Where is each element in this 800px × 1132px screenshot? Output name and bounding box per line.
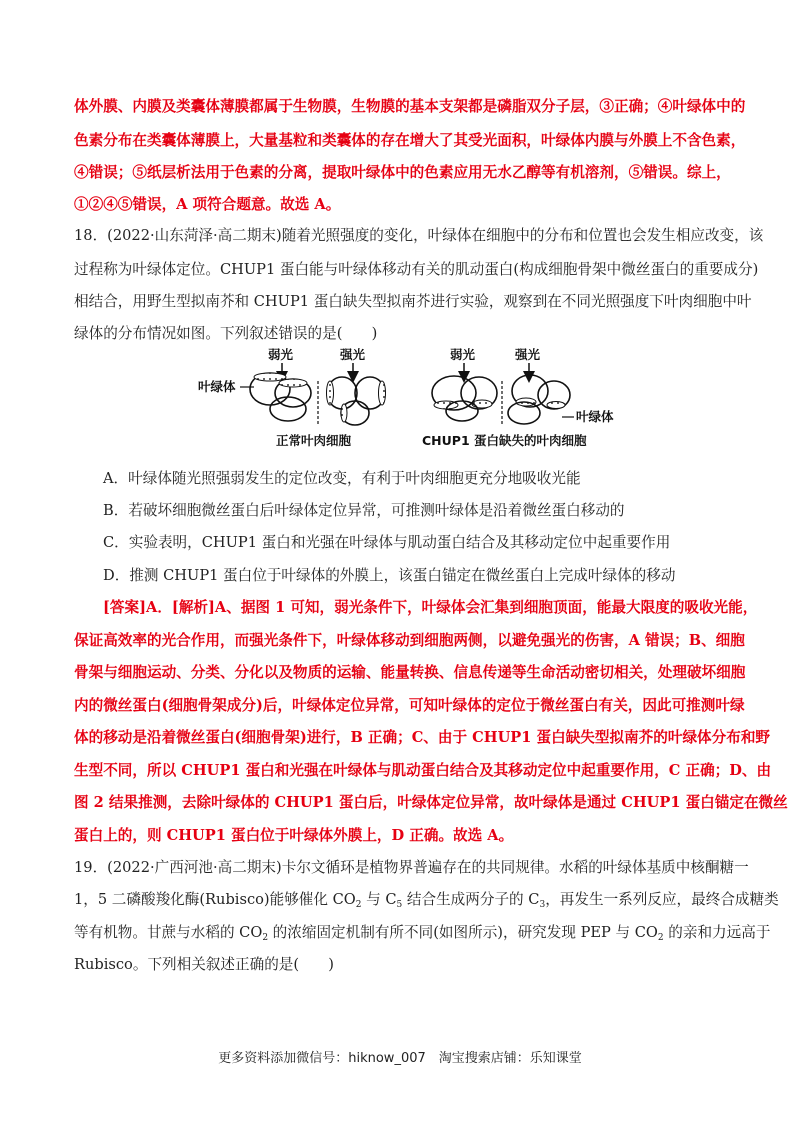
q18-option-a: A．叶绿体随光照强弱发生的定位改变，有利于叶肉细胞更充分地吸收光能 [103,470,581,487]
q18-stem-line-2: 过程称为叶绿体定位。CHUP1 蛋白能与叶绿体移动有关的肌动蛋白(构成细胞骨架中微丝蛋白的重要成分) [74,261,759,278]
prev-answer-line-1: 体外膜、内膜及类囊体薄膜都属于生物膜，生物膜的基本支架都是磷脂双分子层，③正确；④叶绿体中的 [74,98,746,115]
q19-stem-line-3: 等有机物。甘蔗与水稻的 $CO_2$ 的浓缩固定机制有所不同(如图所示)，研究发现 PEP 与 $CO_2$ 的亲和力远高于 [74,924,771,943]
left-weak-light-label: 弱光 [268,347,294,362]
q18-answer-line-8: 蛋白上的，则 CHUP1 蛋白位于叶绿体外膜上，D 正确。故选 A。 [74,827,514,844]
q18-stem-line-3: 相结合，用野生型拟南芥和 CHUP1 蛋白缺失型拟南芥进行实验，观察到在不同光照强度下叶肉细胞中叶 [74,293,752,310]
right-chloroplast-label: 叶绿体 [576,409,614,424]
q18-stem-line-4: 绿体的分布情况如图。下列叙述错误的是( ) [74,325,378,342]
q18-option-d: D．推测 CHUP1 蛋白位于叶绿体的外膜上，该蛋白锚定在微丝蛋白上完成叶绿体的移动 [103,567,676,584]
q18-option-c: C．实验表明，CHUP1 蛋白和光强在叶绿体与肌动蛋白结合及其移动定位中起重要作用 [103,534,671,551]
q18-answer-line-5: 体的移动是沿着微丝蛋白(细胞骨架)进行，B 正确；C、由于 CHUP1 蛋白缺失型拟南芥的叶绿体分布和野 [74,729,771,746]
q18-answer-line-4: 内的微丝蛋白(细胞骨架成分)后，叶绿体定位异常，可知叶绿体的定位于微丝蛋白有关，因此可推测叶绿 [74,697,745,714]
prev-answer-line-4: ①②④⑤错误，A 项符合题意。故选 A。 [74,196,341,213]
left-strong-light-label: 强光 [340,347,366,362]
q18-option-b: B．若破坏细胞微丝蛋白后叶绿体定位异常，可推测叶绿体是沿着微丝蛋白移动的 [103,502,625,519]
right-weak-light-label: 弱光 [450,347,476,362]
q18-answer-line-6: 生型不同，所以 CHUP1 蛋白和光强在叶绿体与肌动蛋白结合及其移动定位中起重要作用，C 正确；D、由 [74,762,772,779]
q19-stem-line-2: 1，5 二磷酸羧化酶(Rubisco)能够催化 $CO_2$ 与 $C_5$ 结合生成两分子的 $C_3$，再发生一系列反应，最终合成糖类 [74,891,779,910]
q18-answer-line-3: 骨架与细胞运动、分类、分化以及物质的运输、能量转换、信息传递等生命活动密切相关，处理破坏细胞 [74,664,746,681]
prev-answer-line-3: ④错误；⑤纸层析法用于色素的分离，提取叶绿体中的色素应用无水乙醇等有机溶剂，⑤错误。综上， [74,164,731,181]
left-chloroplast-label: 叶绿体 [198,379,236,394]
right-strong-light-label: 强光 [515,347,541,362]
prev-answer-line-2: 色素分布在类囊体薄膜上，大量基粒和类囊体的存在增大了其受光面积，叶绿体内膜与外膜上不含色素， [74,132,746,149]
q19-stem-line-4: Rubisco。下列相关叙述正确的是( ) [74,956,334,973]
q18-answer-line-7: 图 2 结果推测，去除叶绿体的 CHUP1 蛋白后，叶绿体定位异常，故叶绿体是通过 CHUP1 蛋白锚定在微丝 [74,794,788,811]
left-caption: 正常叶肉细胞 [276,433,352,448]
right-caption: CHUP1 蛋白缺失的叶肉细胞 [422,433,587,448]
chup1-deficient-panel [422,347,614,448]
page-footer: 更多资料添加微信号：hiknow_007 淘宝搜索店铺：乐知课堂 [218,1051,582,1066]
q18-stem-line-1: 18．(2022·山东菏泽·高二期末)随着光照强度的变化，叶绿体在细胞中的分布和位置也会发生相应改变，该 [74,227,764,244]
q19-stem-line-1: 19．(2022·广西河池·高二期末)卡尔文循环是植物界普遍存在的共同规律。水稻的叶绿体基质中核酮糖一 [74,859,749,876]
q18-answer-line-1: [答案]A．[解析]A、据图 1 可知，弱光条件下，叶绿体会汇集到细胞顶面，能最大限度的吸收光能， [103,599,758,616]
normal-cell-panel [198,347,386,448]
chloroplast-distribution-figure [190,347,620,455]
q18-answer-line-2: 保证高效率的光合作用，而强光条件下，叶绿体移动到细胞两侧，以避免强光的伤害，A 错误；B、细胞 [74,632,745,649]
